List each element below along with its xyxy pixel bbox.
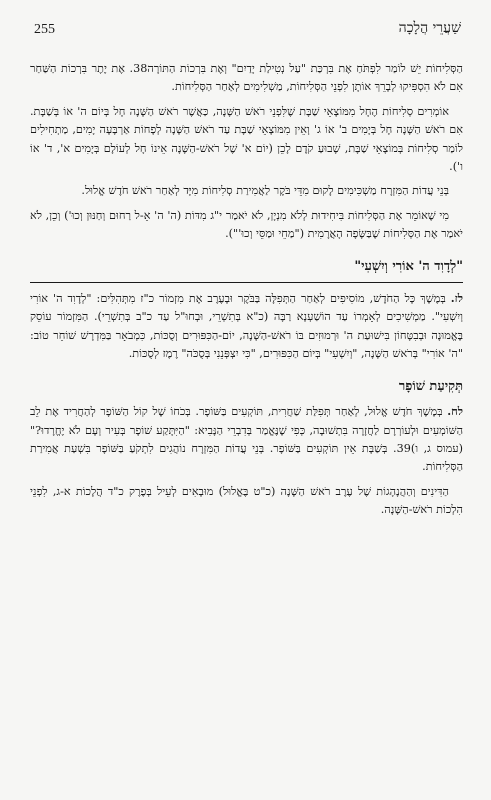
paragraph: מִי שֶׁאוֹמֵר אֶת הַסְּלִיחוֹת בִּיחִידוּת לְלֹא מִנְיָן, לֹא יֹאמַר י"ג מִדּוֹת (ה' ה' אֵ-ל רַחוּם וְחַנּוּן וְכוּ') וְכֵן, לֹא יֹאמַר אֶת הַסְּלִיחוֹת שֶׁבַּשָּׂפָה הָאֲרָמִית ("מַחֵי וּמַסֵּי וְכוּ'").: [30, 208, 463, 241]
section-text: בְּמֶשֶׁךְ חֹדֶשׁ אֱלוּל, לְאַחַר תְּפִלַּת שַׁחֲרִית, תּוֹקְעִים בַּשּׁוֹפָר. בְּכֹחוֹ שֶׁל קוֹל הַשּׁוֹפָר לְהַחֲרִיד אֶת לֵב הַשּׁוֹמְעִים וּלְעוֹרְרָם לַחֲזָרָה בִּתְשׁוּבָה, כְּפִי שֶׁנֶּאֱמַר בְּדִבְרֵי הַנָּבִיא: "הַיִּתָּקַע שׁוֹפָר בְּעִיר וְעָם לֹא יֶחֱרָדוּ?" (עמוס ג, ו)39. בְּשַׁבָּת אֵין תּוֹקְעִים בַּשּׁוֹפָר. בְּנֵי עֲדוֹת הַמִּזְרָח נוֹהֲגִים לִתְקֹעַ בַּשּׁוֹפָר בִּשְׁעַת אֲמִירַת הַסְּלִיחוֹת.: [30, 405, 463, 474]
page-number: 255: [34, 22, 55, 37]
paragraph: אוֹמְרִים סְלִיחוֹת הֶחָל מִמּוֹצָאֵי שַׁבָּת שֶׁלִּפְנֵי רֹאשׁ הַשָּׁנָה, כַּאֲשֶׁר רֹאשׁ הַשָּׁנָה חָל בְּיוֹם ה' אוֹ בְּשַׁבָּת. אִם רֹאשׁ הַשָּׁנָה חָל בְּיָמִים ב' אוֹ ג' וְאֵין מִמּוֹצָאֵי שַׁבָּת עַד רֹאשׁ הַשָּׁנָה לְפָחוֹת אַרְבָּעָה יָמִים, מַתְחִילִים לוֹמַר סְלִיחוֹת בְּמוֹצָאֵי שַׁבָּת, שָׁבוּעַ קֹדֶם לָכֵן (יוֹם א' שֶׁל רֹאשׁ-הַשָּׁנָה אֵינוֹ חָל לְעוֹלָם בְּיָמִים א', ד' אוֹ ו').: [30, 104, 463, 174]
page-body: [30, 60, 463, 526]
section-number: לח.: [447, 404, 463, 419]
running-title: שַׁעֲרֵי הֲלָכָה: [398, 20, 461, 36]
section-text: בְּמֶשֶׁךְ כָּל הַחֹדֶשׁ, מוֹסִיפִים לְאַחַר הַתְּפִלָּה בַּבֹּקֶר וּבָעֶרֶב אֶת מִזְמוֹר כ"ז מִתְּהִלִּים: "לְדָוִד ה' אוֹרִי וְיִשְׁעִי". מַמְשִׁיכִים לְאָמְרוֹ עַד הוֹשַׁעְנָא רַבָּה (כ"א בְּתִשְׁרֵי, וּבְחוּ"ל עַד כ"ב בְּתִשְׁרֵי). הַמִּזְמוֹר עוֹסֵק בֶּאֱמוּנָה וּבְבִטָּחוֹן בִּישׁוּעַת ה' וּרְמוּזִים בּוֹ רֹאשׁ-הַשָּׁנָה, יוֹם-הַכִּפּוּרִים וְסֻכּוֹת, כִּמְבֹאָר בַּמִּדְרָשׁ שׁוֹחֵר טוֹב: "ה' אוֹרִי" בְּרֹאשׁ הַשָּׁנָה, "וְיִשְׁעִי" בְּיוֹם הַכִּפּוּרִים, "כִּי יִצְפְּנֵנִי בְּסֻכֹּה" רֶמֶז לְסֻכּוֹת.: [30, 292, 463, 361]
section-paragraph: [30, 289, 463, 364]
section-number: לז.: [450, 291, 463, 306]
paragraph: הַסְּלִיחוֹת יֵשׁ לוֹמַר לִפְתֹּחַ אֶת בִּרְכַּת "עַל נְטִילַת יָדַיִם" וְאֶת בִּרְכוֹת הַתּוֹרָה38. אֶת יֶתֶר בִּרְכוֹת הַשַּׁחַר אִם לֹא הִסְפִּיקוּ לְבָרֵךְ אוֹתָן לִפְנֵי הַסְּלִיחוֹת, מַשְׁלִימִים לְאַחַר הַסְּלִיחוֹת.: [30, 62, 463, 94]
page-header: [34, 22, 461, 42]
section-heading: תְּקִיעַת שׁוֹפָר: [398, 378, 463, 394]
section-paragraph: [30, 402, 463, 477]
closing-paragraph: הַדִּינִים וְהַהֲנָהָגוֹת שֶׁל עֶרֶב רֹאשׁ הַשָּׁנָה (כ"ט בֶּאֱלוּל) מוּבָאִים לְעֵיל בְּפֶרֶק כ"ד הֲלָכוֹת א-ג, לִפְנֵי הִלְכוֹת רֹאשׁ-הַשָּׁנָה.: [30, 484, 463, 517]
paragraph: בְּנֵי עֲדוֹת הַמִּזְרָח מַשְׁכִּימִים לָקוּם מִדֵּי בֹּקֶר לַאֲמִירַת סְלִיחוֹת מִיָּד לְאַחַר רֹאשׁ חֹדֶשׁ אֱלוּל.: [81, 184, 449, 198]
section-heading: "לְדָוִד ה' אוֹרִי וְיִשְׁעִי": [30, 258, 463, 283]
